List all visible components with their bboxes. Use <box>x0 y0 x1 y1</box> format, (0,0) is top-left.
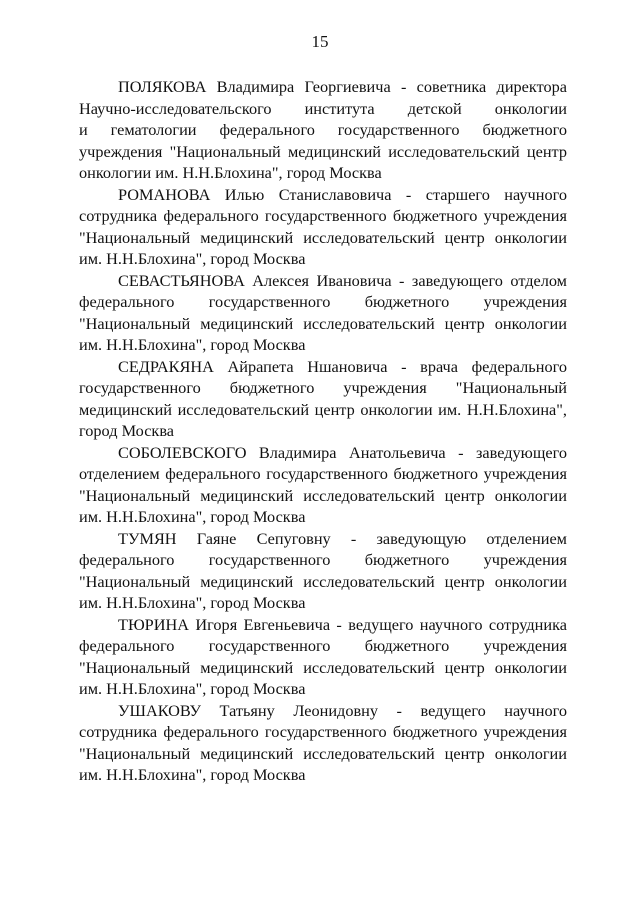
entry-text-line: отделением федерального государственного бюджетного учреждения <box>79 464 567 483</box>
entry-text-line: "Национальный медицинский исследовательский центр онкологии <box>79 227 567 247</box>
entry-text-line: сотрудника федерального государственного бюджетного учреждения <box>79 722 567 741</box>
entry-text-line: "Национальный медицинский исследовательский центр онкологии <box>79 571 567 591</box>
entry-text-line: сотрудника федерального государственного бюджетного учреждения <box>79 206 567 225</box>
entry-paragraph <box>79 442 567 528</box>
entry-name-line: УШАКОВУ Татьяну Леонидовну - ведущего научного <box>118 700 567 720</box>
entry-name-line: СОБОЛЕВСКОГО Владимира Анатольевича - заведующего <box>118 442 567 462</box>
entry-text-line: им. Н.Н.Блохина", город Москва <box>79 249 306 268</box>
entry-name-line: СЕВАСТЬЯНОВА Алексея Ивановича - заведующего отделом <box>118 270 567 290</box>
entry-text-line: федерального государственного бюджетного учреждения <box>79 550 567 569</box>
entry-text-line: учреждения "Национальный медицинский исследовательский центр <box>79 141 567 161</box>
page-number: 15 <box>311 32 329 51</box>
entry-text-line: им. Н.Н.Блохина", город Москва <box>79 679 306 698</box>
entry-paragraph <box>79 270 567 356</box>
entry-name-line: ПОЛЯКОВА Владимира Георгиевича - советника директора <box>118 77 567 96</box>
entry-paragraph <box>79 700 567 786</box>
entry-text-line: федерального государственного бюджетного учреждения <box>79 292 567 311</box>
entry-text-line: государственного бюджетного учреждения "Национальный <box>79 378 567 397</box>
entry-list <box>79 76 567 786</box>
entry-text-line: им. Н.Н.Блохина", город Москва <box>79 335 306 354</box>
entry-name-line: ТЮРИНА Игоря Евгеньевича - ведущего научного сотрудника <box>118 614 567 634</box>
entry-text-line: город Москва <box>79 421 175 440</box>
entry-paragraph <box>79 356 567 442</box>
entry-paragraph <box>79 76 567 184</box>
entry-text-line: "Национальный медицинский исследовательский центр онкологии <box>79 313 567 333</box>
entry-name-line: РОМАНОВА Илью Станиславовича - старшего научного <box>118 184 567 204</box>
entry-text-line: "Национальный медицинский исследовательский центр онкологии <box>79 743 567 763</box>
entry-text-line: и гематологии федерального государственного бюджетного <box>79 120 567 139</box>
entry-name-line: ТУМЯН Гаяне Сепуговну - заведующую отделением <box>118 528 567 548</box>
entry-text-line: "Национальный медицинский исследовательский центр онкологии <box>79 485 567 505</box>
entry-text-line: Научно-исследовательского института детской онкологии <box>79 98 567 118</box>
entry-name-line: СЕДРАКЯНА Айрапета Ншановича - врача федерального <box>118 356 567 376</box>
entry-text-line: федерального государственного бюджетного учреждения <box>79 636 567 655</box>
entry-paragraph <box>79 614 567 700</box>
entry-paragraph <box>79 528 567 614</box>
entry-text-line: медицинский исследовательский центр онкологии им. Н.Н.Блохина", <box>79 399 567 419</box>
entry-text-line: им. Н.Н.Блохина", город Москва <box>79 593 306 612</box>
entry-text-line: "Национальный медицинский исследовательский центр онкологии <box>79 657 567 677</box>
entry-text-line: им. Н.Н.Блохина", город Москва <box>79 765 306 784</box>
entry-text-line: онкологии им. Н.Н.Блохина", город Москва <box>79 163 382 182</box>
entry-paragraph <box>79 184 567 270</box>
entry-text-line: им. Н.Н.Блохина", город Москва <box>79 507 306 526</box>
